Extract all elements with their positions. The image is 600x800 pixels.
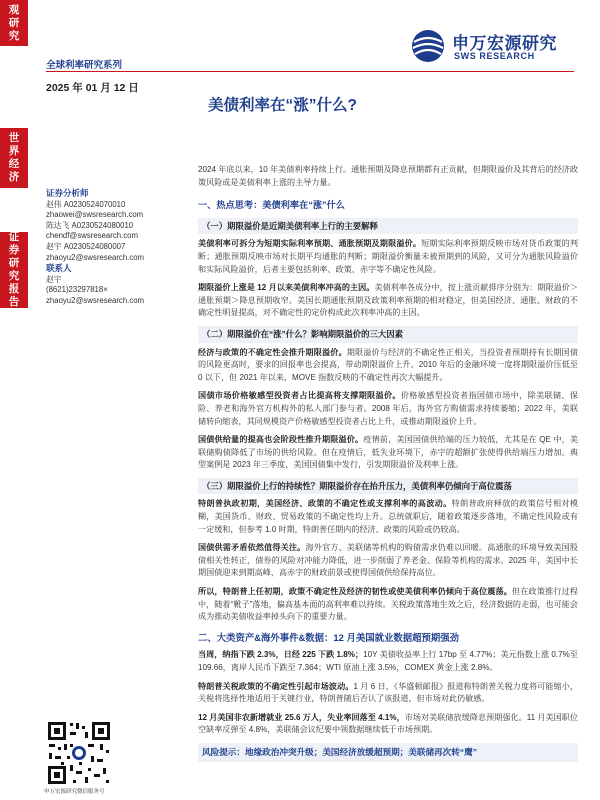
logo-mark-icon — [408, 28, 450, 64]
subsection-heading: （一）期限溢价是近期美债利率上行的主要解释 — [198, 218, 578, 235]
paragraph-lead: 国债供给量的提高也会阶段性推升期限溢价。 — [198, 435, 364, 445]
sidebar-tab-report-type — [0, 232, 28, 308]
paragraph-text: 10Y 美债收益率上行 17bp 至 4.77%；美元指数上涨 0.7%至 109.66，离岸人民币下跌至 7.364；WTI 原油上涨 3.5%，COMEX 黄金上涨 2.8%。 — [198, 650, 579, 672]
wechat-qr-code — [46, 720, 112, 786]
section-heading: 二、大类资产&海外事件&数据：12 月美国就业数据超预期强劲 — [198, 631, 459, 643]
analyst-email[interactable]: chendf@swsresearch.com — [46, 231, 138, 241]
body-paragraph — [198, 434, 578, 472]
body-paragraph — [198, 498, 578, 536]
body-paragraph — [198, 282, 578, 320]
header-divider — [46, 71, 574, 72]
paragraph-text: 但在政策推行过程中，随着“靴子”落地，偏高基本面的高利率难以持续。关税政策落地生效之后，经济数据的走弱，也可能会成为推动美债收益率掉头向下的重要力量。 — [198, 587, 578, 622]
body-paragraph — [198, 390, 578, 428]
paragraph-lead: 国债供需矛盾依然值得关注。 — [198, 543, 306, 553]
paragraph-text: 期限溢价与经济的不确定性正相关，当投资者预期持有长期国债的风险更高时，要求的回报率也会提高，带动期限溢价上升。2010 年后的金融环境一度将期限溢价压低至 0 以下，但 2021 年以来，MOVE 指数反映的不确定性再次大幅提升。 — [198, 347, 578, 382]
paragraph-text: 价格敏感型投资者指国债市场中，除美联储、保险、养老和海外官方机构外的私人部门参与者。2008 年后，海外官方购债需求持续萎缩；2022 年，美联储转向缩表，其同规模资产价格敏感型投资者占比上升，或推动期限溢价上升。 — [198, 391, 578, 426]
logo-name-cn: 申万宏源研究 — [452, 34, 557, 53]
paragraph-text: 1 月 6 日，《华盛顿邮报》报道称特朗普关税力度将可能缩小，关税将选择性地适用于关键行业，特朗普随后否认了该报道，但市场对此仍敏感。 — [198, 681, 578, 704]
analyst-email[interactable]: zhaoyu2@swsresearch.com — [46, 252, 145, 262]
sidebar-tab-research-label: 观研究 — [8, 3, 20, 42]
logo-name-en: SWS RESEARCH — [454, 51, 535, 61]
analysts-heading: 证券分析师 — [46, 188, 89, 198]
paragraph-text: 短期实际利率预期反映市场对货币政策的判断；通胀预期反映市场对长期平均通胀的判断；期限溢价衡量未被预期到的风险，又可分为通胀风险溢价和实际风险溢价，后者主要包括利率、政策、赤字等不确定性风险。 — [198, 239, 578, 274]
paragraph-text: 市场对美联储放缓降息预期强化。11 月美国职位空缺率反弹至 4.8%，美联储会议纪要中领数据继续低于市场预期。 — [198, 712, 578, 735]
body-paragraph — [198, 649, 578, 674]
paragraph-text: 海外官方、美联储等机构的购债需求仍难以回暖。高通胀的环境导致美国股债相关性转正，债券的风险对冲能力降低，进一步削弱了养老金、保险等机构的需求。2025 年，美国中长期国债迎来到期高峰，高赤字的财政前景或使得国债供给保持高位。 — [198, 543, 578, 578]
intro-paragraph: 2024 年底以来，10 年美债利率持续上行。通胀预期及降息预期都有正贡献，但期限溢价及其背后的经济政策风险或是美债利率上涨的主导力量。 — [198, 165, 578, 187]
paragraph-text: 特朗普政府释放的政策信号相对模糊，美国货币、财政、贸易政策的不确定性均上升。总统就职后，随着政策逐步落地，不确定性风险或有一定缓和，但参考 1.0 时期，特朗普任期内的经济、政策的风险或仍较高。 — [198, 499, 578, 534]
analyst-line: 赵宇 A0230524080007 — [46, 241, 126, 251]
contact-name: 赵宇 — [46, 274, 62, 284]
contact-email[interactable]: zhaoyu2@swsresearch.com — [46, 295, 145, 305]
paragraph-lead: 当周，纳指下跌 2.3%，日经 225 下跌 1.8%； — [198, 650, 364, 660]
company-logo — [408, 28, 578, 64]
paragraph-lead: 特朗普关税政策的不确定性引起市场波动。 — [198, 681, 354, 691]
contact-phone: (8621)23297818× — [46, 285, 108, 295]
paragraph-lead: 国债市场价格敏感型投资者占比提高将支撑期限溢价。 — [198, 391, 401, 401]
analyst-line: 赵伟 A0230524070010 — [46, 199, 126, 209]
body-paragraph — [198, 347, 578, 385]
sidebar-tab-report-type-label: 证券研究报告 — [8, 231, 20, 308]
paragraph-lead: 经济与政策的不确定性会推升期限溢价。 — [198, 347, 347, 357]
subsection-heading: （二）期限溢价在“涨”什么？影响期限溢价的三大因素 — [198, 326, 578, 343]
analyst-line: 陈达飞 A0230524080010 — [46, 220, 134, 230]
left-sidebar — [0, 0, 28, 800]
analyst-email[interactable]: zhaowei@swsresearch.com — [46, 210, 144, 220]
sidebar-tab-world-economy — [0, 128, 28, 188]
paragraph-text: 美债利率各成分中，按上涨贡献排序分别为：期限溢价＞通胀预期＞降息预期收窄。美国长期通胀预期及政策利率预期的相对稳定，但美国经济、通胀、财政的不确定性明显提高，对不确定性的定价构成此次利率冲高的主因。 — [198, 283, 578, 318]
analyst-panel — [46, 188, 186, 307]
paragraph-lead: 期限溢价上涨是 12 月以来美债利率冲高的主因。 — [198, 283, 375, 293]
paragraph-lead: 美债利率可拆分为短期实际利率预期、通胀预期及期限溢价。 — [198, 239, 422, 249]
body-paragraph — [198, 238, 578, 276]
body-paragraph — [198, 542, 578, 580]
body-paragraph — [198, 681, 578, 706]
report-body — [198, 164, 578, 762]
qr-caption: 申万宏源研究微信服务号 — [44, 789, 105, 795]
sidebar-tab-world-economy-label: 世界经济 — [8, 132, 20, 183]
report-title: 美债利率在“涨”什么? — [208, 97, 357, 114]
paragraph-lead: 12 月美国非农新增就业 25.6 万人，失业率回落至 4.1%， — [198, 712, 405, 722]
risk-warning: 风险提示：地缘政治冲突升级；美国经济放缓超预期；美联储再次转“鹰” — [198, 743, 578, 762]
paragraph-text: 疫情前，美国国债供给端的压力较低，尤其是在 QE 中，美联储购债降低了市场的供给风险。但在疫情后，低失业环境下，赤字的超额扩张使得供给端压力增加。典型案例是 2023 年三季度，美国国债集中发行，引发期限溢价及利率上涨。 — [198, 435, 578, 470]
sidebar-tab-research — [0, 0, 28, 46]
paragraph-lead: 所以，特朗普上任初期，政策不确定性及经济的韧性或使美债利率仍倾向于高位震荡。 — [198, 587, 513, 597]
report-series: 全球利率研究系列 — [46, 60, 123, 71]
paragraph-lead: 特朗普执政初期，美国经济、政策的不确定性或支撑利率的高波动。 — [198, 499, 452, 509]
body-paragraph — [198, 586, 578, 624]
section-heading: 一、热点思考：美债利率在“涨”什么 — [198, 200, 345, 211]
subsection-heading: （三）期限溢价上行的持续性？期限溢价存在抬升压力，美债利率仍倾向于高位震荡 — [198, 478, 578, 495]
report-date: 2025 年 01 月 12 日 — [46, 82, 139, 94]
body-paragraph — [198, 712, 578, 737]
contact-heading: 联系人 — [46, 263, 72, 274]
